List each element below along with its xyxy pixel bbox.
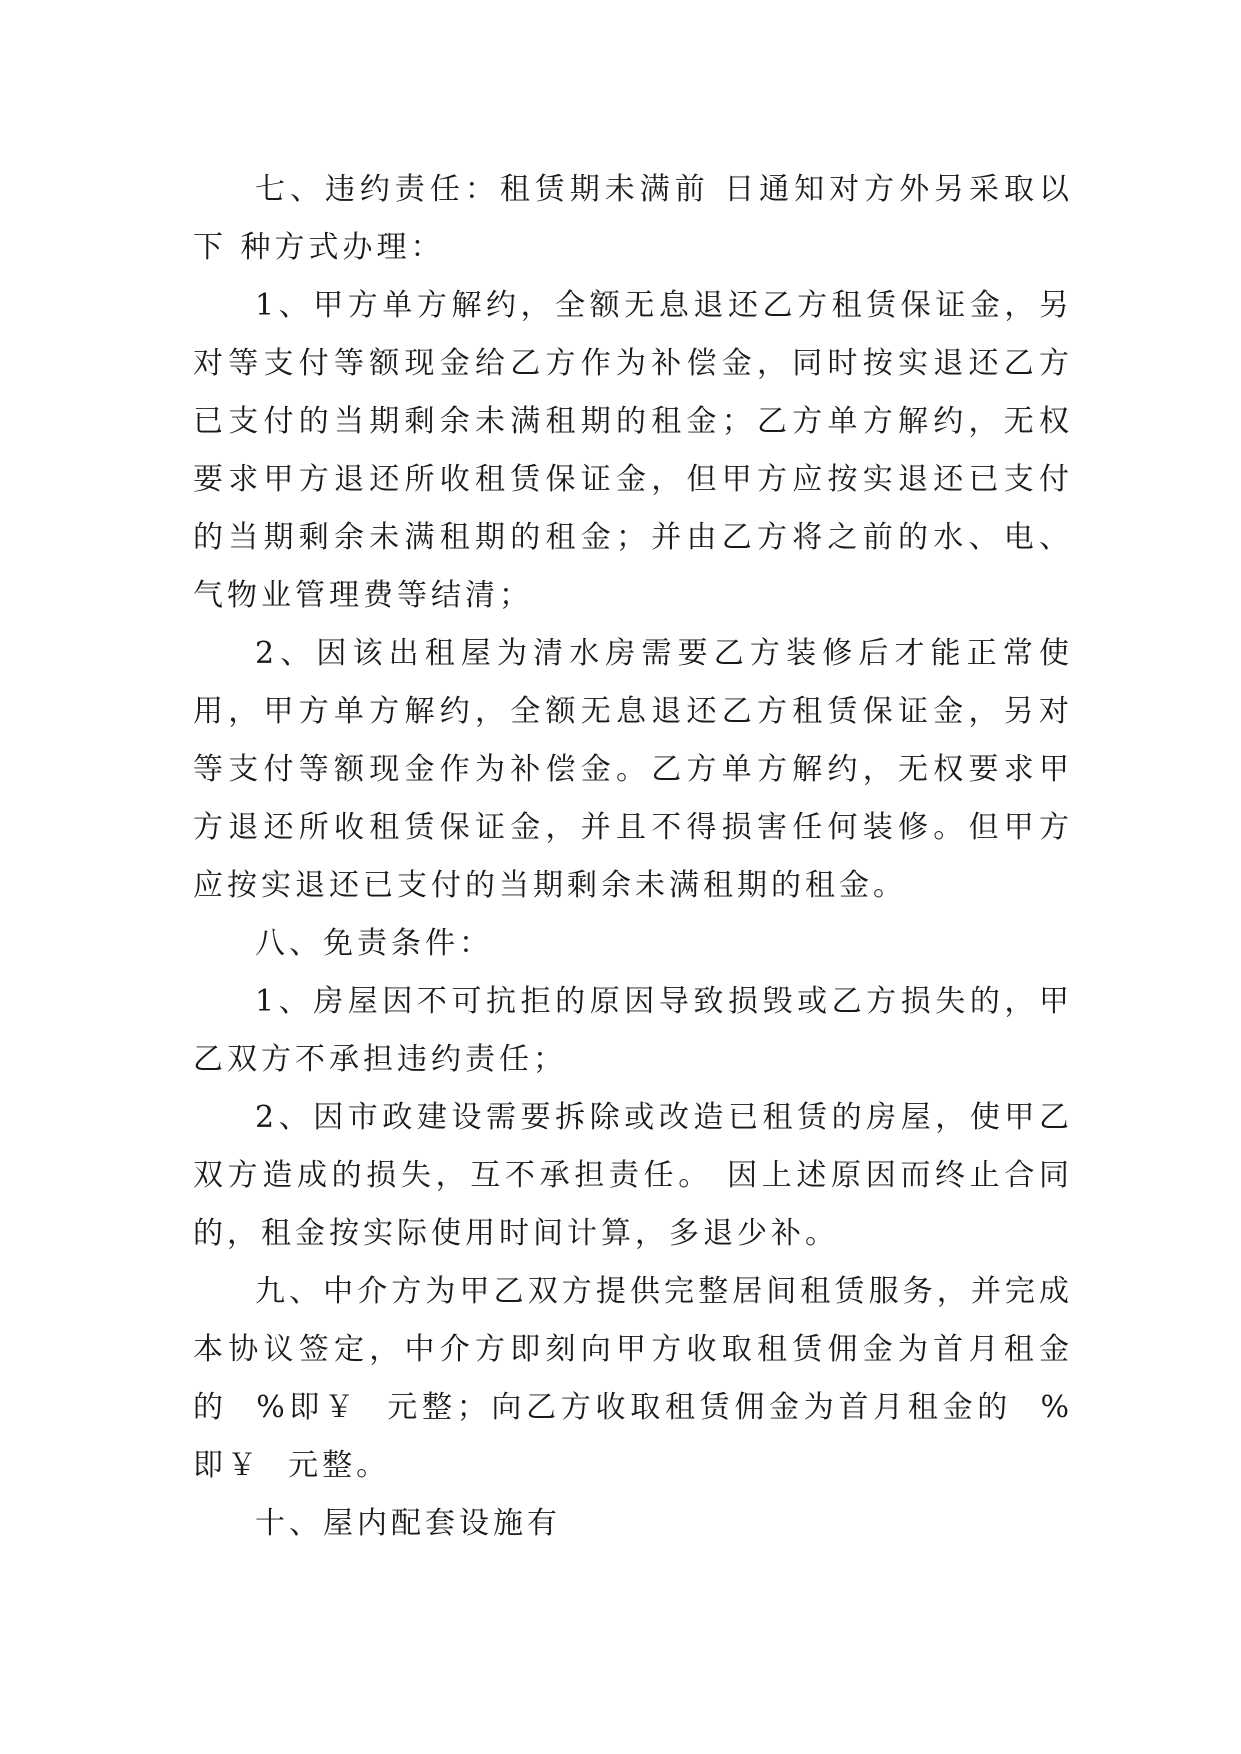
clause-7-breach-liability: 七、违约责任：租赁期未满前 日通知对方外另采取以下 种方式办理： xyxy=(193,172,1073,265)
clause-7-item-2: 2、因该出租屋为清水房需要乙方装修后才能正常使用，甲方单方解约，全额无息退还乙方租赁保证金，另对等支付等额现金作为补偿金。乙方单方解约，无权要求甲方退还所收租赁保证金，并且不得损害任何装修。但甲方应按实退还已支付的当期剩余未满租期的租金。 xyxy=(193,636,1073,903)
clause-7-item-1: 1、甲方单方解约，全额无息退还乙方租赁保证金，另对等支付等额现金给乙方作为补偿金，同时按实退还乙方已支付的当期剩余未满租期的租金；乙方单方解约，无权要求甲方退还所收租赁保证金，但甲方应按实退还已支付的当期剩余未满租期的租金；并由乙方将之前的水、电、气物业管理费等结清； xyxy=(193,288,1073,613)
clause-8-exemption-heading: 八、免责条件： xyxy=(255,926,493,961)
clause-8-item-2: 2、因市政建设需要拆除或改造已租赁的房屋，使甲乙双方造成的损失，互不承担责任。 因上述原因而终止合同的，租金按实际使用时间计算，多退少补。 xyxy=(193,1100,1073,1251)
clause-8-item-1: 1、房屋因不可抗拒的原因导致损毁或乙方损失的，甲乙双方不承担违约责任； xyxy=(193,984,1073,1077)
clause-10-facilities: 十、屋内配套设施有 xyxy=(255,1506,561,1541)
document-body xyxy=(193,161,1073,1553)
clause-9-agency-commission: 九、中介方为甲乙双方提供完整居间租赁服务，并完成本协议签定，中介方即刻向甲方收取租赁佣金为首月租金的 %即￥ 元整；向乙方收取租赁佣金为首月租金的 %即￥ 元整。 xyxy=(193,1274,1073,1483)
